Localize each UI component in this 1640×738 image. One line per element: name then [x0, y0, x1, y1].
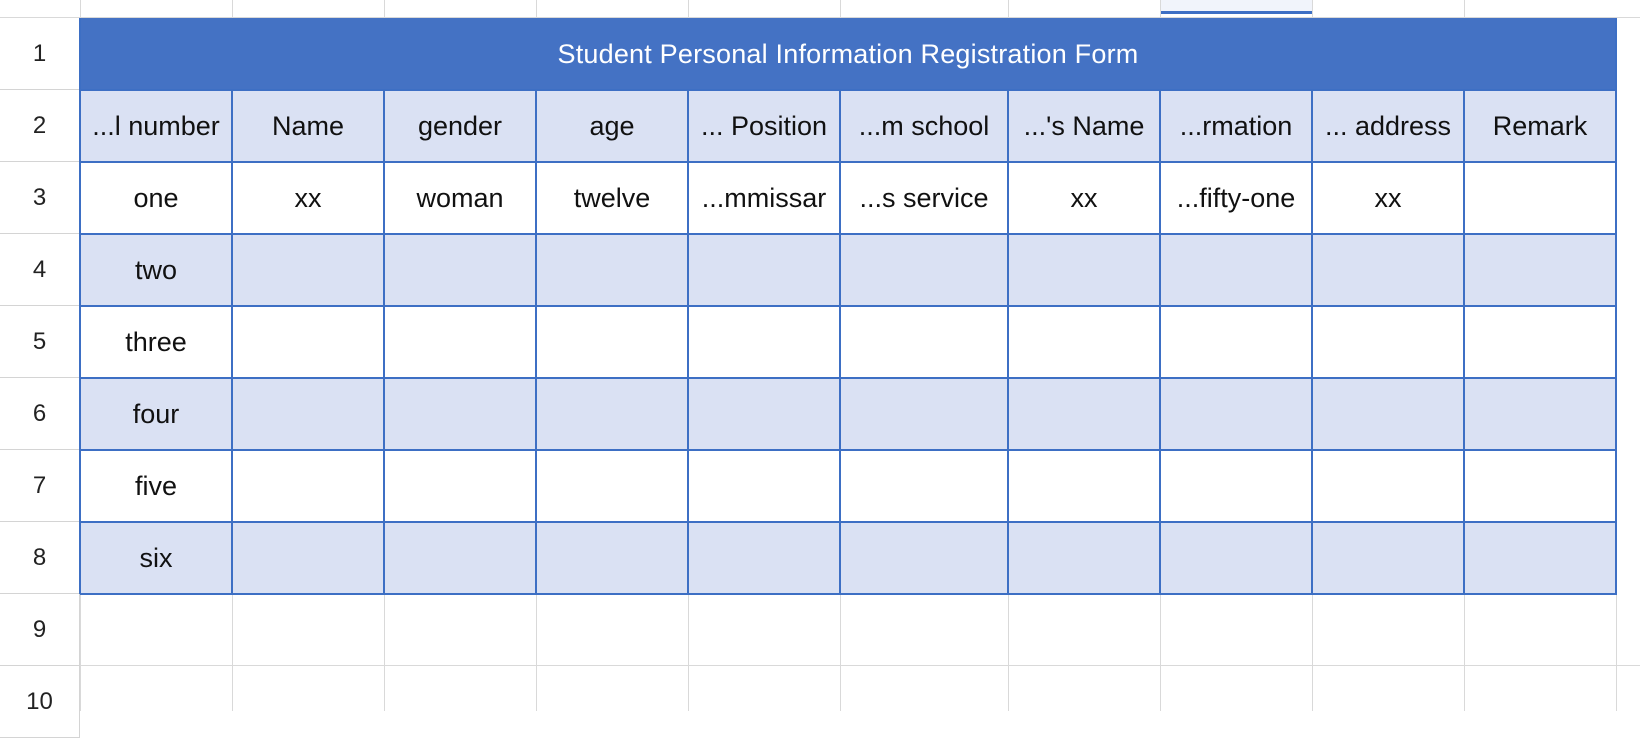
table-cell[interactable] — [688, 234, 840, 306]
grid-column-line — [232, 594, 233, 711]
table-border — [80, 305, 1617, 307]
table-border — [80, 521, 1617, 523]
table-cell[interactable] — [232, 522, 384, 594]
grid-column-line — [384, 594, 385, 711]
table-cell[interactable] — [1160, 306, 1312, 378]
table-cell[interactable] — [1312, 378, 1464, 450]
grid-column-line — [1312, 594, 1313, 711]
table-cell[interactable] — [1008, 234, 1160, 306]
column-header-divider — [80, 0, 81, 18]
grid-column-line — [1160, 594, 1161, 711]
row-header[interactable]: 2 — [0, 90, 80, 162]
row-header[interactable]: 5 — [0, 306, 80, 378]
table-border — [80, 89, 1617, 91]
row-header[interactable]: 10 — [0, 666, 80, 738]
table-cell[interactable] — [840, 378, 1008, 450]
table-cell[interactable] — [1312, 234, 1464, 306]
grid-column-line — [536, 594, 537, 711]
table-cell[interactable]: three — [80, 306, 232, 378]
table-cell[interactable] — [1160, 378, 1312, 450]
table-cell[interactable] — [1464, 450, 1616, 522]
table-cell[interactable]: five — [80, 450, 232, 522]
table-cell[interactable] — [1008, 306, 1160, 378]
table-border — [1463, 90, 1465, 594]
header-cell[interactable]: gender — [384, 90, 536, 162]
header-cell[interactable]: age — [536, 90, 688, 162]
table-cell[interactable]: six — [80, 522, 232, 594]
table-cell[interactable]: twelve — [536, 162, 688, 234]
header-cell[interactable]: ...m school — [840, 90, 1008, 162]
table-cell[interactable]: woman — [384, 162, 536, 234]
grid-column-line — [1464, 594, 1465, 711]
table-cell[interactable] — [536, 378, 688, 450]
table-cell[interactable] — [232, 234, 384, 306]
table-cell[interactable] — [1464, 234, 1616, 306]
header-cell[interactable]: ...'s Name — [1008, 90, 1160, 162]
column-header-divider — [688, 0, 689, 18]
table-border — [535, 90, 537, 594]
table-cell[interactable] — [1464, 378, 1616, 450]
table-cell[interactable] — [688, 306, 840, 378]
table-border — [80, 593, 1617, 595]
row-header[interactable]: 8 — [0, 522, 80, 594]
table-border — [80, 161, 1617, 163]
row-header[interactable]: 6 — [0, 378, 80, 450]
table-cell[interactable] — [1008, 450, 1160, 522]
header-cell[interactable]: ... address — [1312, 90, 1464, 162]
table-border — [687, 90, 689, 594]
grid-row-line — [80, 665, 1640, 666]
column-header-divider — [232, 0, 233, 18]
table-border — [1311, 90, 1313, 594]
table-cell[interactable] — [384, 450, 536, 522]
table-cell[interactable] — [1312, 522, 1464, 594]
grid-column-line — [1008, 594, 1009, 711]
table-cell[interactable] — [536, 450, 688, 522]
table-border — [839, 90, 841, 594]
table-cell[interactable]: ...s service — [840, 162, 1008, 234]
table-cell[interactable] — [1008, 378, 1160, 450]
column-header-divider — [840, 0, 841, 18]
table-cell[interactable] — [384, 378, 536, 450]
header-cell[interactable]: ... Position — [688, 90, 840, 162]
table-border — [1615, 18, 1617, 594]
table-border — [79, 18, 81, 594]
row-header[interactable]: 3 — [0, 162, 80, 234]
row-header[interactable]: 4 — [0, 234, 80, 306]
table-cell[interactable] — [536, 306, 688, 378]
table-cell[interactable]: xx — [1008, 162, 1160, 234]
table-cell[interactable] — [384, 306, 536, 378]
table-cell[interactable]: ...mmissar — [688, 162, 840, 234]
table-cell[interactable] — [840, 522, 1008, 594]
table-border — [383, 90, 385, 594]
selected-column-indicator[interactable] — [1161, 0, 1312, 14]
table-cell[interactable] — [232, 450, 384, 522]
row-header[interactable]: 1 — [0, 18, 80, 90]
table-border — [80, 449, 1617, 451]
table-cell[interactable] — [688, 450, 840, 522]
table-cell[interactable] — [1464, 522, 1616, 594]
table-cell[interactable] — [1464, 162, 1616, 234]
header-cell[interactable]: Name — [232, 90, 384, 162]
table-cell[interactable]: two — [80, 234, 232, 306]
table-cell[interactable] — [840, 450, 1008, 522]
table-cell[interactable] — [1464, 306, 1616, 378]
table-cell[interactable] — [1008, 522, 1160, 594]
table-cell[interactable] — [688, 378, 840, 450]
table-border — [1159, 90, 1161, 594]
table-cell[interactable]: four — [80, 378, 232, 450]
table-cell[interactable] — [840, 306, 1008, 378]
column-header-divider — [384, 0, 385, 18]
header-cell[interactable]: ...rmation — [1160, 90, 1312, 162]
table-cell[interactable] — [1160, 522, 1312, 594]
table-cell[interactable] — [232, 378, 384, 450]
table-border — [80, 233, 1617, 235]
grid-column-line — [840, 594, 841, 711]
grid-column-line — [688, 594, 689, 711]
table-cell[interactable]: xx — [1312, 162, 1464, 234]
table-cell[interactable] — [1312, 450, 1464, 522]
grid-column-line — [80, 594, 81, 711]
header-cell[interactable]: Remark — [1464, 90, 1616, 162]
column-header-divider — [1008, 0, 1009, 18]
table-cell[interactable] — [840, 234, 1008, 306]
table-cell[interactable] — [232, 306, 384, 378]
table-cell[interactable] — [384, 522, 536, 594]
table-cell[interactable] — [1160, 450, 1312, 522]
row-header[interactable]: 7 — [0, 450, 80, 522]
table-cell[interactable] — [384, 234, 536, 306]
table-cell[interactable] — [536, 234, 688, 306]
table-cell[interactable]: one — [80, 162, 232, 234]
form-title[interactable]: Student Personal Information Registration Form — [80, 18, 1616, 90]
table-cell[interactable] — [1312, 306, 1464, 378]
table-cell[interactable]: ...fifty-one — [1160, 162, 1312, 234]
row-header[interactable]: 9 — [0, 594, 80, 666]
header-cell[interactable]: ...l number — [80, 90, 232, 162]
table-cell[interactable] — [688, 522, 840, 594]
column-header-divider — [1312, 0, 1313, 18]
column-header-divider — [536, 0, 537, 18]
table-cell[interactable]: xx — [232, 162, 384, 234]
table-cell[interactable] — [536, 522, 688, 594]
table-border — [231, 90, 233, 594]
table-border — [1007, 90, 1009, 594]
column-header-divider — [1464, 0, 1465, 18]
table-cell[interactable] — [1160, 234, 1312, 306]
table-border — [80, 377, 1617, 379]
